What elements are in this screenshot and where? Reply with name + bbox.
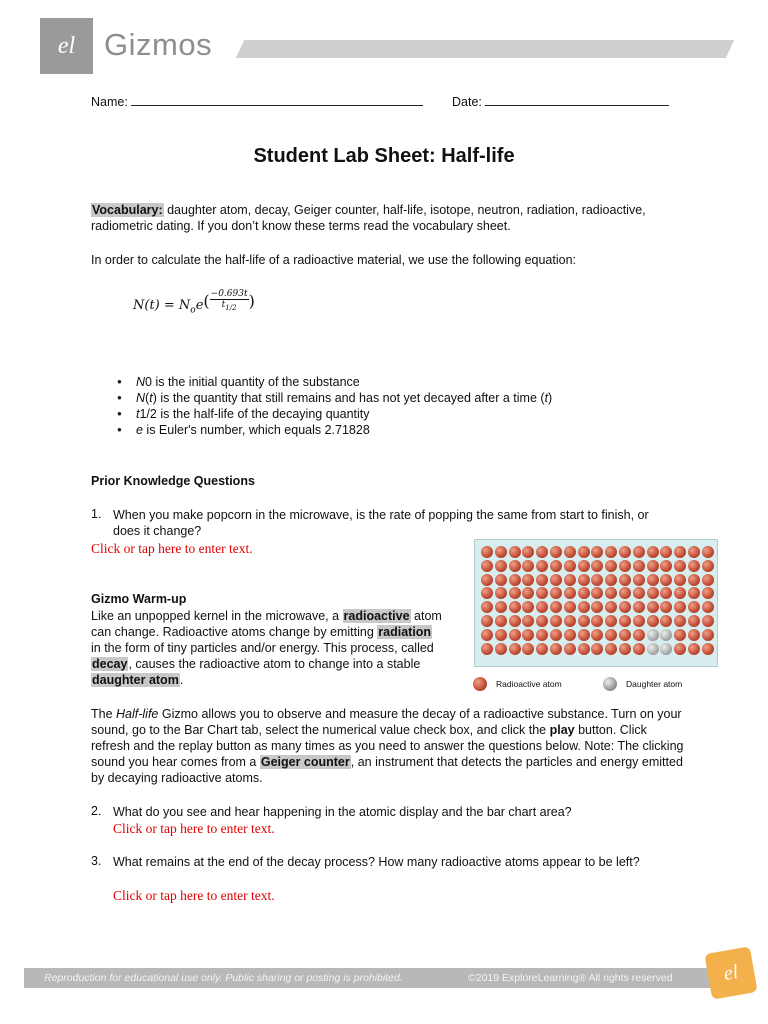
radioactive-atom: [522, 560, 534, 572]
atom-legend: [473, 677, 682, 691]
list-item: ● t1/2 is the half-life of the decaying quantity: [115, 406, 675, 422]
radioactive-atom: [702, 587, 714, 599]
radioactive-atom: [674, 574, 686, 586]
radioactive-atom: [578, 601, 590, 613]
keyword-daughter-atom: daughter atom: [92, 673, 179, 687]
radioactive-atom: [647, 587, 659, 599]
radioactive-atom: [660, 615, 672, 627]
radioactive-atom: [495, 587, 507, 599]
radioactive-atom: [688, 587, 700, 599]
radioactive-atom: [550, 615, 562, 627]
footer-copyright: ©2019 ExploreLearning® All rights reserved: [468, 972, 673, 984]
radioactive-atom: [688, 601, 700, 613]
date-input-line[interactable]: [485, 93, 669, 106]
warmup-paragraph: Like an unpopped kernel in the microwave, a radioactive atom can change. Radioactive atoms change by emitting radiation in the form of tiny particles and/or energy. This process, called decay, causes the radioactive atom to change into a stable daughter atom.: [91, 609, 442, 687]
explorelearning-logo: el: [704, 946, 757, 999]
radioactive-atom: [633, 560, 645, 572]
radioactive-atom: [522, 643, 534, 655]
formula-den-sub: 1/2: [225, 303, 237, 312]
radioactive-atom: [481, 587, 493, 599]
radioactive-atom: [660, 574, 672, 586]
radioactive-atom: [702, 560, 714, 572]
radioactive-atom: [647, 546, 659, 558]
variable-definitions: [115, 374, 675, 438]
question-3-text: What remains at the end of the decay process? How many radioactive atoms appear to be left?: [113, 855, 640, 869]
radioactive-atom: [536, 629, 548, 641]
radioactive-atom: [536, 601, 548, 613]
equation-intro: In order to calculate the half-life of a radioactive material, we use the following equation:: [91, 253, 576, 267]
answer-2-field[interactable]: Click or tap here to enter text.: [113, 821, 275, 836]
radioactive-atom: [578, 574, 590, 586]
radioactive-atom: [619, 574, 631, 586]
radioactive-atom: [688, 615, 700, 627]
radioactive-atom: [702, 643, 714, 655]
radioactive-atom: [619, 560, 631, 572]
radioactive-atom: [536, 643, 548, 655]
radioactive-atom: [564, 643, 576, 655]
radioactive-atom: [509, 546, 521, 558]
radioactive-atom: [619, 601, 631, 613]
radioactive-atom: [522, 546, 534, 558]
radioactive-atom: [481, 643, 493, 655]
radioactive-atom: [564, 629, 576, 641]
name-label: Name:: [91, 95, 128, 109]
radioactive-atom: [674, 546, 686, 558]
radioactive-atom: [591, 560, 603, 572]
question-1: [91, 507, 661, 539]
atom-display: [474, 539, 718, 667]
radioactive-atom: [564, 546, 576, 558]
radioactive-atom: [647, 560, 659, 572]
radioactive-atom: [495, 629, 507, 641]
radioactive-atom: [647, 601, 659, 613]
radioactive-atom: [578, 560, 590, 572]
radioactive-atom: [605, 560, 617, 572]
radioactive-atom: [481, 574, 493, 586]
radioactive-atom: [536, 560, 548, 572]
radioactive-atom: [536, 587, 548, 599]
radioactive-atom: [550, 574, 562, 586]
keyword-play: play: [549, 723, 575, 737]
radioactive-atom: [660, 601, 672, 613]
date-label: Date:: [452, 95, 482, 109]
radioactive-atom: [619, 546, 631, 558]
radioactive-atom: [674, 615, 686, 627]
logo-text: el: [57, 32, 76, 59]
radioactive-atom: [578, 629, 590, 641]
radioactive-atom: [702, 574, 714, 586]
legend-radioactive-label: Radioactive atom: [496, 679, 562, 689]
radioactive-atom: [660, 546, 672, 558]
name-input-line[interactable]: [131, 93, 423, 106]
question-2-text: What do you see and hear happening in the atomic display and the bar chart area?: [113, 805, 572, 819]
radioactive-atom: [688, 629, 700, 641]
radioactive-atom: [564, 615, 576, 627]
question-number: 3.: [91, 854, 102, 868]
radioactive-atom: [522, 587, 534, 599]
radioactive-atom: [633, 574, 645, 586]
radioactive-atom: [591, 546, 603, 558]
radioactive-atom: [605, 546, 617, 558]
radioactive-atom: [509, 574, 521, 586]
radioactive-atom: [509, 560, 521, 572]
daughter-atom: [660, 629, 672, 641]
radioactive-atom: [495, 560, 507, 572]
radioactive-atom: [564, 574, 576, 586]
radioactive-atom: [591, 601, 603, 613]
radioactive-atom: [688, 546, 700, 558]
radioactive-atom: [578, 587, 590, 599]
radioactive-atom: [702, 546, 714, 558]
radioactive-atom: [481, 629, 493, 641]
radioactive-atom: [495, 546, 507, 558]
radioactive-atom: [605, 615, 617, 627]
question-1-text: When you make popcorn in the microwave, is the rate of popping the same from start to finish, or does it change?: [113, 508, 649, 538]
radioactive-atom: [522, 629, 534, 641]
question-3: [91, 854, 681, 870]
radioactive-atom: [522, 615, 534, 627]
warmup-heading: Gizmo Warm-up: [91, 592, 187, 606]
radioactive-atom: [481, 560, 493, 572]
gizmos-logo: [40, 18, 93, 74]
radioactive-atom: [536, 574, 548, 586]
radioactive-atom: [481, 615, 493, 627]
radioactive-atom: [495, 574, 507, 586]
radioactive-atom: [550, 546, 562, 558]
radioactive-atom: [605, 643, 617, 655]
radioactive-atom: [633, 615, 645, 627]
vocabulary-paragraph: [91, 202, 651, 234]
radioactive-atom: [702, 615, 714, 627]
radioactive-atom: [674, 560, 686, 572]
radioactive-atom: [619, 629, 631, 641]
keyword-radioactive: radioactive: [343, 609, 410, 623]
radioactive-atom: [605, 601, 617, 613]
list-item: ● N(t) is the quantity that still remains and has not yet decayed after a time (t): [115, 390, 675, 406]
radioactive-atom: [481, 546, 493, 558]
answer-3-field[interactable]: Click or tap here to enter text.: [113, 888, 275, 903]
brand-name: Gizmos: [104, 27, 213, 62]
radioactive-atom: [702, 629, 714, 641]
radioactive-atom: [536, 546, 548, 558]
keyword-geiger-counter: Geiger counter: [260, 755, 350, 769]
radioactive-atom: [550, 560, 562, 572]
footer-reproduction-notice: Reproduction for educational use only. Public sharing or posting is prohibited.: [44, 972, 403, 984]
question-2: [91, 804, 681, 820]
radioactive-atom: [660, 560, 672, 572]
question-number: 2.: [91, 804, 102, 818]
radioactive-atom: [591, 587, 603, 599]
radioactive-atom: [674, 587, 686, 599]
date-field[interactable]: [452, 93, 669, 109]
radioactive-atom: [605, 629, 617, 641]
radioactive-atom: [509, 629, 521, 641]
radioactive-atom: [633, 629, 645, 641]
radioactive-atom: [550, 643, 562, 655]
daughter-atom: [647, 643, 659, 655]
radioactive-atom: [688, 560, 700, 572]
gizmo-instructions: The Half-life Gizmo allows you to observe and measure the decay of a radioactive substance. Turn on your sound, go to the Bar Chart tab, select the numerical value check box, and click the play button. Click refresh and the replay button as many times as you need to answer the questions below. Note: The clicking sound you hear comes from a Geiger counter, an instrument that detects the particles and energy emitted by decaying radioactive atoms.: [91, 707, 684, 785]
legend-daughter-label: Daughter atom: [626, 679, 683, 689]
vocabulary-text: daughter atom, decay, Geiger counter, half-life, isotope, neutron, radiation, radioactive, radiometric dating. If you don’t know these terms read the vocabulary sheet.: [91, 203, 646, 233]
footer-bar: [24, 968, 724, 988]
radioactive-atom: [509, 587, 521, 599]
name-field[interactable]: [91, 93, 423, 109]
radioactive-atom: [619, 615, 631, 627]
daughter-atom: [647, 629, 659, 641]
radioactive-atom: [522, 601, 534, 613]
radioactive-atom: [647, 615, 659, 627]
radioactive-atom: [509, 615, 521, 627]
radioactive-atom: [550, 587, 562, 599]
question-number: 1.: [91, 507, 102, 521]
radioactive-atom: [619, 587, 631, 599]
radioactive-atom: [509, 601, 521, 613]
radioactive-atom: [536, 615, 548, 627]
list-item: ● e is Euler's number, which equals 2.71828: [115, 422, 675, 438]
formula-denominator: t: [221, 300, 226, 310]
radioactive-atom: [578, 546, 590, 558]
half-life-formula: $N(t) = N_oe$( $\frac{-0.693t}{t_{1/2}}$ ): [133, 289, 255, 316]
radioactive-atom: [509, 643, 521, 655]
radioactive-atom: [674, 629, 686, 641]
prior-knowledge-heading: Prior Knowledge Questions: [91, 474, 255, 488]
radioactive-atom: [674, 601, 686, 613]
radioactive-atom: [564, 560, 576, 572]
radioactive-atom: [495, 601, 507, 613]
formula-numerator: −0.693t: [210, 289, 248, 299]
radioactive-atom: [564, 601, 576, 613]
radioactive-atom: [481, 601, 493, 613]
formula-sub-o: o: [190, 305, 196, 316]
radioactive-atom: [495, 615, 507, 627]
daughter-atom-icon: [603, 677, 617, 691]
radioactive-atom: [660, 587, 672, 599]
radioactive-atom: [633, 643, 645, 655]
radioactive-atom: [495, 643, 507, 655]
radioactive-atom: [550, 629, 562, 641]
radioactive-atom: [619, 643, 631, 655]
daughter-atom: [660, 643, 672, 655]
list-item: ● N0 is the initial quantity of the substance: [115, 374, 675, 390]
radioactive-atom: [522, 574, 534, 586]
radioactive-atom-icon: [473, 677, 487, 691]
radioactive-atom: [591, 615, 603, 627]
radioactive-atom: [702, 601, 714, 613]
answer-1-field[interactable]: Click or tap here to enter text.: [91, 541, 253, 556]
radioactive-atom: [550, 601, 562, 613]
radioactive-atom: [591, 643, 603, 655]
radioactive-atom: [674, 643, 686, 655]
radioactive-atom: [578, 643, 590, 655]
radioactive-atom: [605, 587, 617, 599]
radioactive-atom: [591, 574, 603, 586]
radioactive-atom: [605, 574, 617, 586]
radioactive-atom: [578, 615, 590, 627]
formula-lhs: N(t) = N: [133, 298, 191, 313]
keyword-radiation: radiation: [378, 625, 432, 639]
keyword-decay: decay: [92, 657, 128, 671]
page-title: Student Lab Sheet: Half-life: [253, 145, 515, 167]
radioactive-atom: [633, 546, 645, 558]
radioactive-atom: [688, 643, 700, 655]
radioactive-atom: [591, 629, 603, 641]
vocabulary-label: Vocabulary:: [92, 203, 163, 217]
radioactive-atom: [688, 574, 700, 586]
radioactive-atom: [633, 587, 645, 599]
formula-base: e: [195, 298, 204, 313]
radioactive-atom: [633, 601, 645, 613]
radioactive-atom: [647, 574, 659, 586]
header-bar: [236, 40, 734, 58]
radioactive-atom: [564, 587, 576, 599]
